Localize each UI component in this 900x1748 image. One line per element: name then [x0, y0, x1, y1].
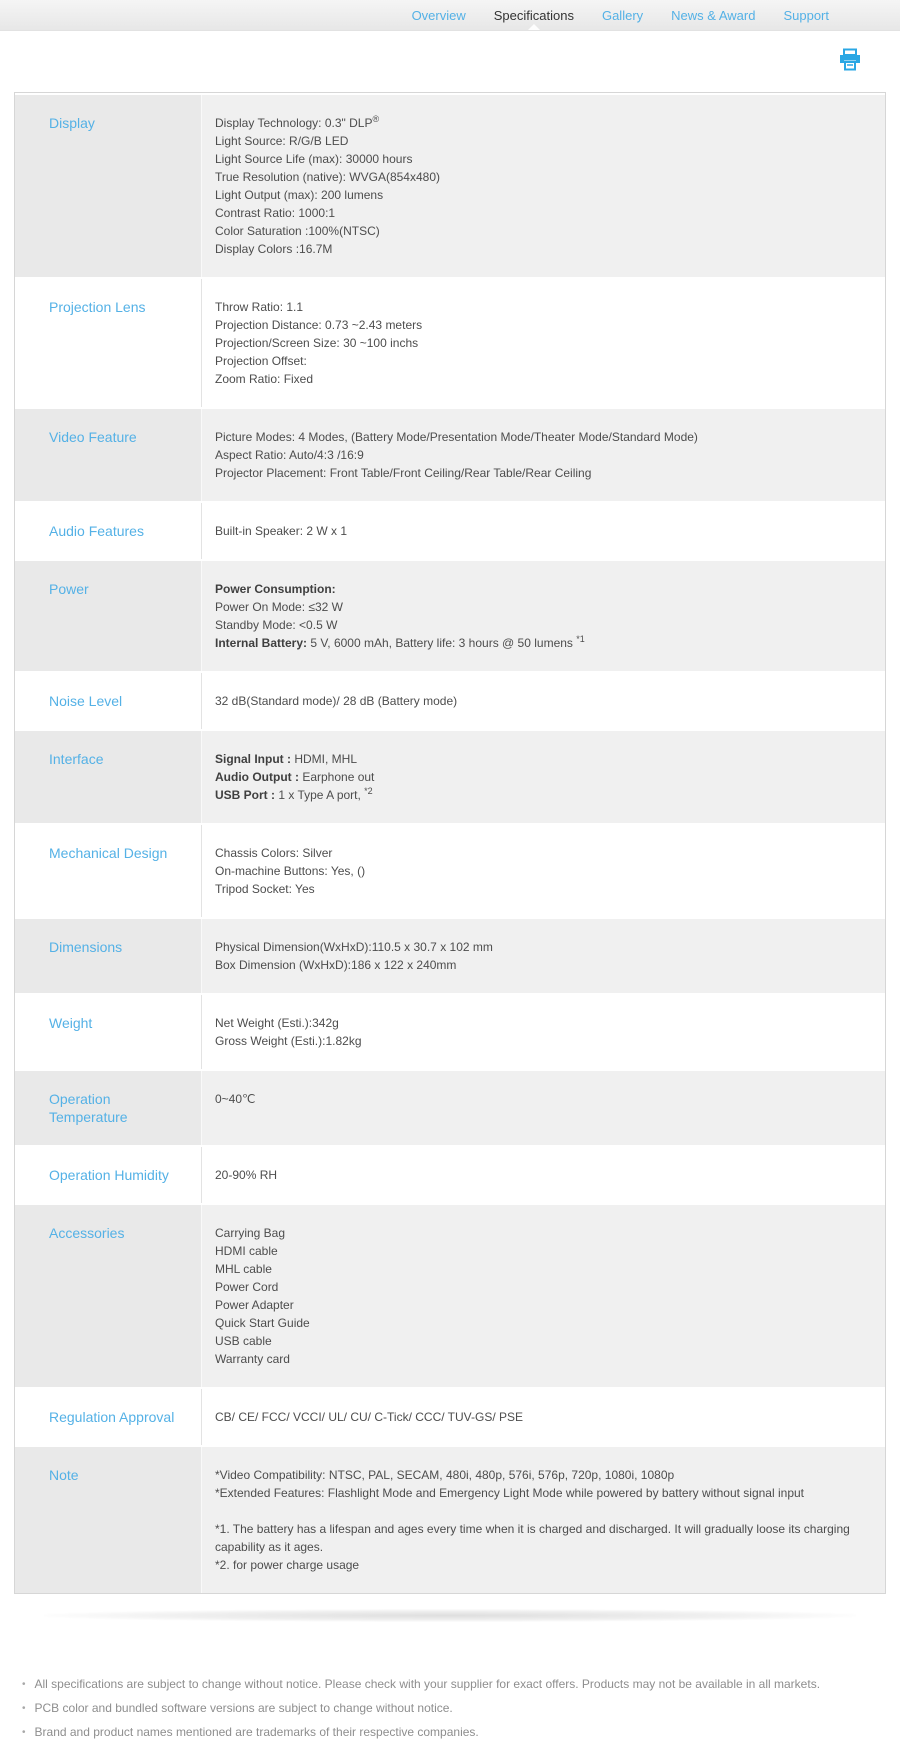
- spec-row-value: [201, 503, 885, 559]
- spec-line: Power On Mode: ≤32 W: [215, 600, 343, 614]
- spec-line: HDMI cable: [215, 1244, 278, 1258]
- spec-line: Throw Ratio: 1.1: [215, 300, 304, 314]
- spec-row-noise-level: [15, 671, 885, 729]
- spec-row-label: Projection Lens: [15, 279, 201, 407]
- tab-gallery[interactable]: Gallery: [601, 8, 644, 23]
- spec-row-label: Dimensions: [15, 919, 201, 993]
- spec-row-note: [15, 1445, 885, 1593]
- spec-row-dimensions: [15, 917, 885, 993]
- spec-line: Tripod Socket: Yes: [215, 882, 315, 896]
- bullet-icon: •: [22, 1727, 26, 1738]
- spec-row-value: [201, 1071, 885, 1145]
- spec-line: *Video Compatibility: NTSC, PAL, SECAM, 480i, 480p, 576i, 576p, 720p, 1080i, 1080p: [215, 1468, 675, 1482]
- spec-row-value: [201, 825, 885, 917]
- spec-line: Carrying Bag: [215, 1226, 286, 1240]
- spec-line: Power Cord: [215, 1280, 279, 1294]
- spec-row-display: [15, 93, 885, 277]
- spec-row-label: Display: [15, 95, 201, 277]
- spec-row-value: [201, 1389, 885, 1445]
- spec-row-value: [201, 1205, 885, 1387]
- spec-row-label: Video Feature: [15, 409, 201, 501]
- spec-row-label: Regulation Approval: [15, 1389, 201, 1445]
- spec-row-label: Noise Level: [15, 673, 201, 729]
- spec-line: Built-in Speaker: 2 W x 1: [215, 524, 348, 538]
- spec-row-label: Accessories: [15, 1205, 201, 1387]
- spec-row-power: [15, 559, 885, 671]
- spec-row-operation-temperature: [15, 1069, 885, 1145]
- spec-line: Audio Output : Earphone out: [215, 770, 375, 784]
- spec-row-value: [201, 731, 885, 823]
- spec-table: [14, 92, 886, 1594]
- spec-line: 0~40℃: [215, 1092, 256, 1106]
- spec-row-label: Operation Humidity: [15, 1147, 201, 1203]
- disclaimer-text: All specifications are subject to change without notice. Please check with your supplier for exact offers. Products may not be available in all markets.: [34, 1677, 821, 1691]
- spec-line: USB Port : 1 x Type A port, $^{*2}$: [215, 786, 373, 802]
- spec-line: Aspect Ratio: Auto/4:3 /16:9: [215, 448, 364, 462]
- spec-line: Display Colors :16.7M: [215, 242, 333, 256]
- disclaimer-text: Brand and product names mentioned are trademarks of their respective companies.: [34, 1725, 479, 1739]
- spec-row-label: Interface: [15, 731, 201, 823]
- footer-disclaimers: [22, 1676, 870, 1741]
- spec-line: Projection Offset:: [215, 354, 307, 368]
- disclaimer-item: [22, 1724, 870, 1741]
- spec-row-operation-humidity: [15, 1145, 885, 1203]
- tab-support[interactable]: Support: [783, 8, 829, 23]
- spec-line: Picture Modes: 4 Modes, (Battery Mode/Presentation Mode/Theater Mode/Standard Mode): [215, 430, 698, 444]
- tab-specifications[interactable]: Specifications: [494, 0, 574, 30]
- spec-line: Gross Weight (Esti.):1.82kg: [215, 1034, 362, 1048]
- spec-line: Net Weight (Esti.):342g: [215, 1016, 339, 1030]
- disclaimer-text: PCB color and bundled software versions are subject to change without notice.: [34, 1701, 453, 1715]
- spec-line: 32 dB(Standard mode)/ 28 dB (Battery mode): [215, 694, 458, 708]
- spec-line: *1. The battery has a lifespan and ages every time when it is charged and discharged. It will gradually loose its charging capability as it ages.: [215, 1522, 850, 1554]
- spec-row-label: Mechanical Design: [15, 825, 201, 917]
- spec-line: Contrast Ratio: 1000:1: [215, 206, 336, 220]
- spec-line: CB/ CE/ FCC/ VCCI/ UL/ CU/ C-Tick/ CCC/ TUV-GS/ PSE: [215, 1410, 524, 1424]
- spec-line: On-machine Buttons: Yes, (): [215, 864, 366, 878]
- spec-line: Projection Distance: 0.73 ~2.43 meters: [215, 318, 423, 332]
- print-button[interactable]: [838, 48, 862, 72]
- spec-row-label: Note: [15, 1447, 201, 1593]
- spec-row-label: Operation Temperature: [15, 1071, 201, 1145]
- spec-line: Warranty card: [215, 1352, 290, 1366]
- spec-row-label: Audio Features: [15, 503, 201, 559]
- spec-line: *Extended Features: Flashlight Mode and Emergency Light Mode while powered by battery without signal input: [215, 1486, 805, 1500]
- spec-line: Light Output (max): 200 lumens: [215, 188, 384, 202]
- spec-row-value: [201, 919, 885, 993]
- spec-line: Standby Mode: <0.5 W: [215, 618, 338, 632]
- spec-line: Projector Placement: Front Table/Front Ceiling/Rear Table/Rear Ceiling: [215, 466, 592, 480]
- spec-row-value: [201, 279, 885, 407]
- spec-row-mechanical-design: [15, 823, 885, 917]
- spec-line: Power Adapter: [215, 1298, 294, 1312]
- spec-line: MHL cable: [215, 1262, 272, 1276]
- disclaimer-item: [22, 1676, 870, 1693]
- bullet-icon: •: [22, 1679, 26, 1690]
- spec-row-value: [201, 673, 885, 729]
- spec-line: Display Technology: 0.3" DLP®: [215, 114, 380, 130]
- toolbar: [0, 48, 862, 72]
- spec-row-value: [201, 409, 885, 501]
- disclaimer-item: [22, 1700, 870, 1717]
- spec-line: Signal Input : HDMI, MHL: [215, 752, 357, 766]
- spec-row-interface: [15, 729, 885, 823]
- spec-row-projection-lens: [15, 277, 885, 407]
- spec-line: Zoom Ratio: Fixed: [215, 372, 314, 386]
- spec-line: Physical Dimension(WxHxD):110.5 x 30.7 x 102 mm: [215, 940, 493, 954]
- spec-row-weight: [15, 993, 885, 1069]
- spec-line: Box Dimension (WxHxD):186 x 122 x 240mm: [215, 958, 457, 972]
- spec-row-accessories: [15, 1203, 885, 1387]
- spec-row-label: Power: [15, 561, 201, 671]
- tab-overview[interactable]: Overview: [411, 8, 466, 23]
- spec-row-video-feature: [15, 407, 885, 501]
- spec-line: Quick Start Guide: [215, 1316, 310, 1330]
- bullet-icon: •: [22, 1703, 26, 1714]
- spec-row-value: [201, 95, 885, 277]
- table-shadow: [44, 1609, 856, 1622]
- spec-line: 20-90% RH: [215, 1168, 278, 1182]
- spec-line: Light Source Life (max): 30000 hours: [215, 152, 413, 166]
- spec-row-value: [201, 1147, 885, 1203]
- spec-line: [215, 1502, 869, 1520]
- tab-news-award[interactable]: News & Award: [671, 8, 756, 23]
- spec-line: Light Source: R/G/B LED: [215, 134, 349, 148]
- spec-line: *2. for power charge usage: [215, 1558, 360, 1572]
- spec-line: Internal Battery: 5 V, 6000 mAh, Battery life: 3 hours @ 50 lumens $^{*1}$: [215, 634, 585, 650]
- spec-line: USB cable: [215, 1334, 272, 1348]
- spec-row-value: [201, 995, 885, 1069]
- spec-row-value: [201, 561, 885, 671]
- spec-row-value: [201, 1447, 885, 1593]
- spec-line: Power Consumption:: [215, 582, 336, 596]
- spec-line: Color Saturation :100%(NTSC): [215, 224, 380, 238]
- printer-icon: [838, 48, 862, 72]
- spec-line: Chassis Colors: Silver: [215, 846, 333, 860]
- spec-line: True Resolution (native): WVGA(854x480): [215, 170, 440, 184]
- spec-line: Projection/Screen Size: 30 ~100 inchs: [215, 336, 419, 350]
- spec-row-audio-features: [15, 501, 885, 559]
- spec-row-regulation-approval: [15, 1387, 885, 1445]
- top-nav: [0, 0, 900, 31]
- spec-row-label: Weight: [15, 995, 201, 1069]
